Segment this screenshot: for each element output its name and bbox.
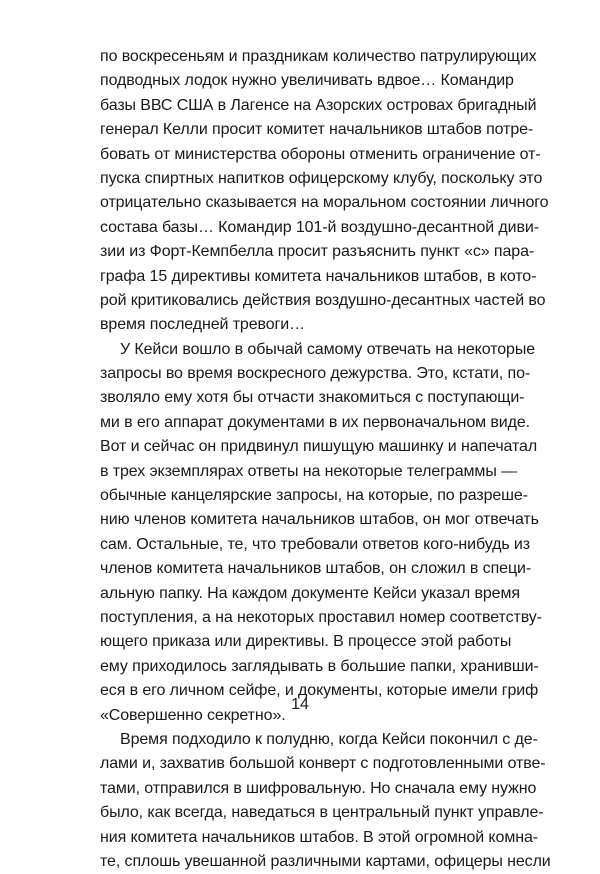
text-line: состава базы… Командир 101-й воздушно-десантной диви- xyxy=(100,218,539,236)
text-line: в трех экземплярах ответы на некоторые телеграммы — xyxy=(100,462,517,480)
text-line: генерал Келли просит комитет начальников штабов потре- xyxy=(100,121,534,139)
text-line: базы ВВС США в Лагенсе на Азорских островах бригадный xyxy=(100,96,537,114)
text-line: ему приходилось заглядывать в большие папки, хранивши- xyxy=(100,657,539,675)
text-line: нию членов комитета начальников штабов, он мог отвечать xyxy=(100,511,539,529)
text-line: ми в его аппарат документами в их первоначальном виде. xyxy=(100,413,530,431)
paragraph-2 xyxy=(100,338,542,728)
text-line: лами и, захватив большой конверт с подготовленными отве- xyxy=(100,755,546,773)
text-line: рой критиковались действия воздушно-десантных частей во xyxy=(100,291,546,309)
text-line: запросы во время воскресного дежурства. Это, кстати, по- xyxy=(100,365,531,383)
text-line: У Кейси вошло в обычай самому отвечать на некоторые xyxy=(120,340,536,358)
text-line: поступления, а на некоторых проставил номер соответству- xyxy=(100,608,542,626)
text-line: пуска спиртных напитков офицерскому клубу, поскольку это xyxy=(100,169,543,187)
text-line: членов комитета начальников штабов, он сложил в специ- xyxy=(100,560,532,578)
text-line: Вот и сейчас он придвинул пишущую машинку и напечатал xyxy=(100,438,538,456)
text-line: по воскресеньям и праздникам количество патрулирующих xyxy=(100,48,537,65)
text-line: время последней тревоги… xyxy=(100,316,306,334)
text-line: зии из Форт-Кемпбелла просит разъяснить пункт «с» пара- xyxy=(100,243,535,261)
text-line: еся в его личном сейфе, и документы, которые имели гриф xyxy=(100,682,539,700)
text-line: ния комитета начальников штабов. В этой огромной комна- xyxy=(100,828,538,846)
paragraph-1 xyxy=(100,45,549,338)
text-line: «Совершенно секретно». xyxy=(100,706,286,724)
text-line: подводных лодок нужно увеличивать вдвое… Командир xyxy=(100,72,514,90)
text-line: отрицательно сказывается на моральном состоянии личного xyxy=(100,194,549,212)
text-line: Время подходило к полудню, когда Кейси покончил с де- xyxy=(120,730,538,748)
text-line: тами, отправился в шифровальную. Но сначала ему нужно xyxy=(100,779,537,797)
text-line: те, сплошь увешанной различными картами, офицеры несли xyxy=(100,852,551,870)
text-line: графа 15 директивы комитета начальников штабов, в кото- xyxy=(100,267,537,285)
text-line: было, как всегда, наведаться в центральный пункт управле- xyxy=(100,804,544,822)
page-number: 14 xyxy=(291,696,309,713)
text-line: зволяло ему хотя бы отчасти знакомиться с поступающи- xyxy=(100,389,525,407)
text-line: сам. Остальные, те, что требовали ответов кого-нибудь из xyxy=(100,535,530,553)
text-line: обычные канцелярские запросы, на которые, по разреше- xyxy=(100,487,528,505)
text-line: ющего приказа или директивы. В процессе этой работы xyxy=(100,633,512,651)
text-line: бовать от министерства обороны отменить ограничение от- xyxy=(100,145,541,163)
text-line: альную папку. На каждом документе Кейси указал время xyxy=(100,584,520,602)
